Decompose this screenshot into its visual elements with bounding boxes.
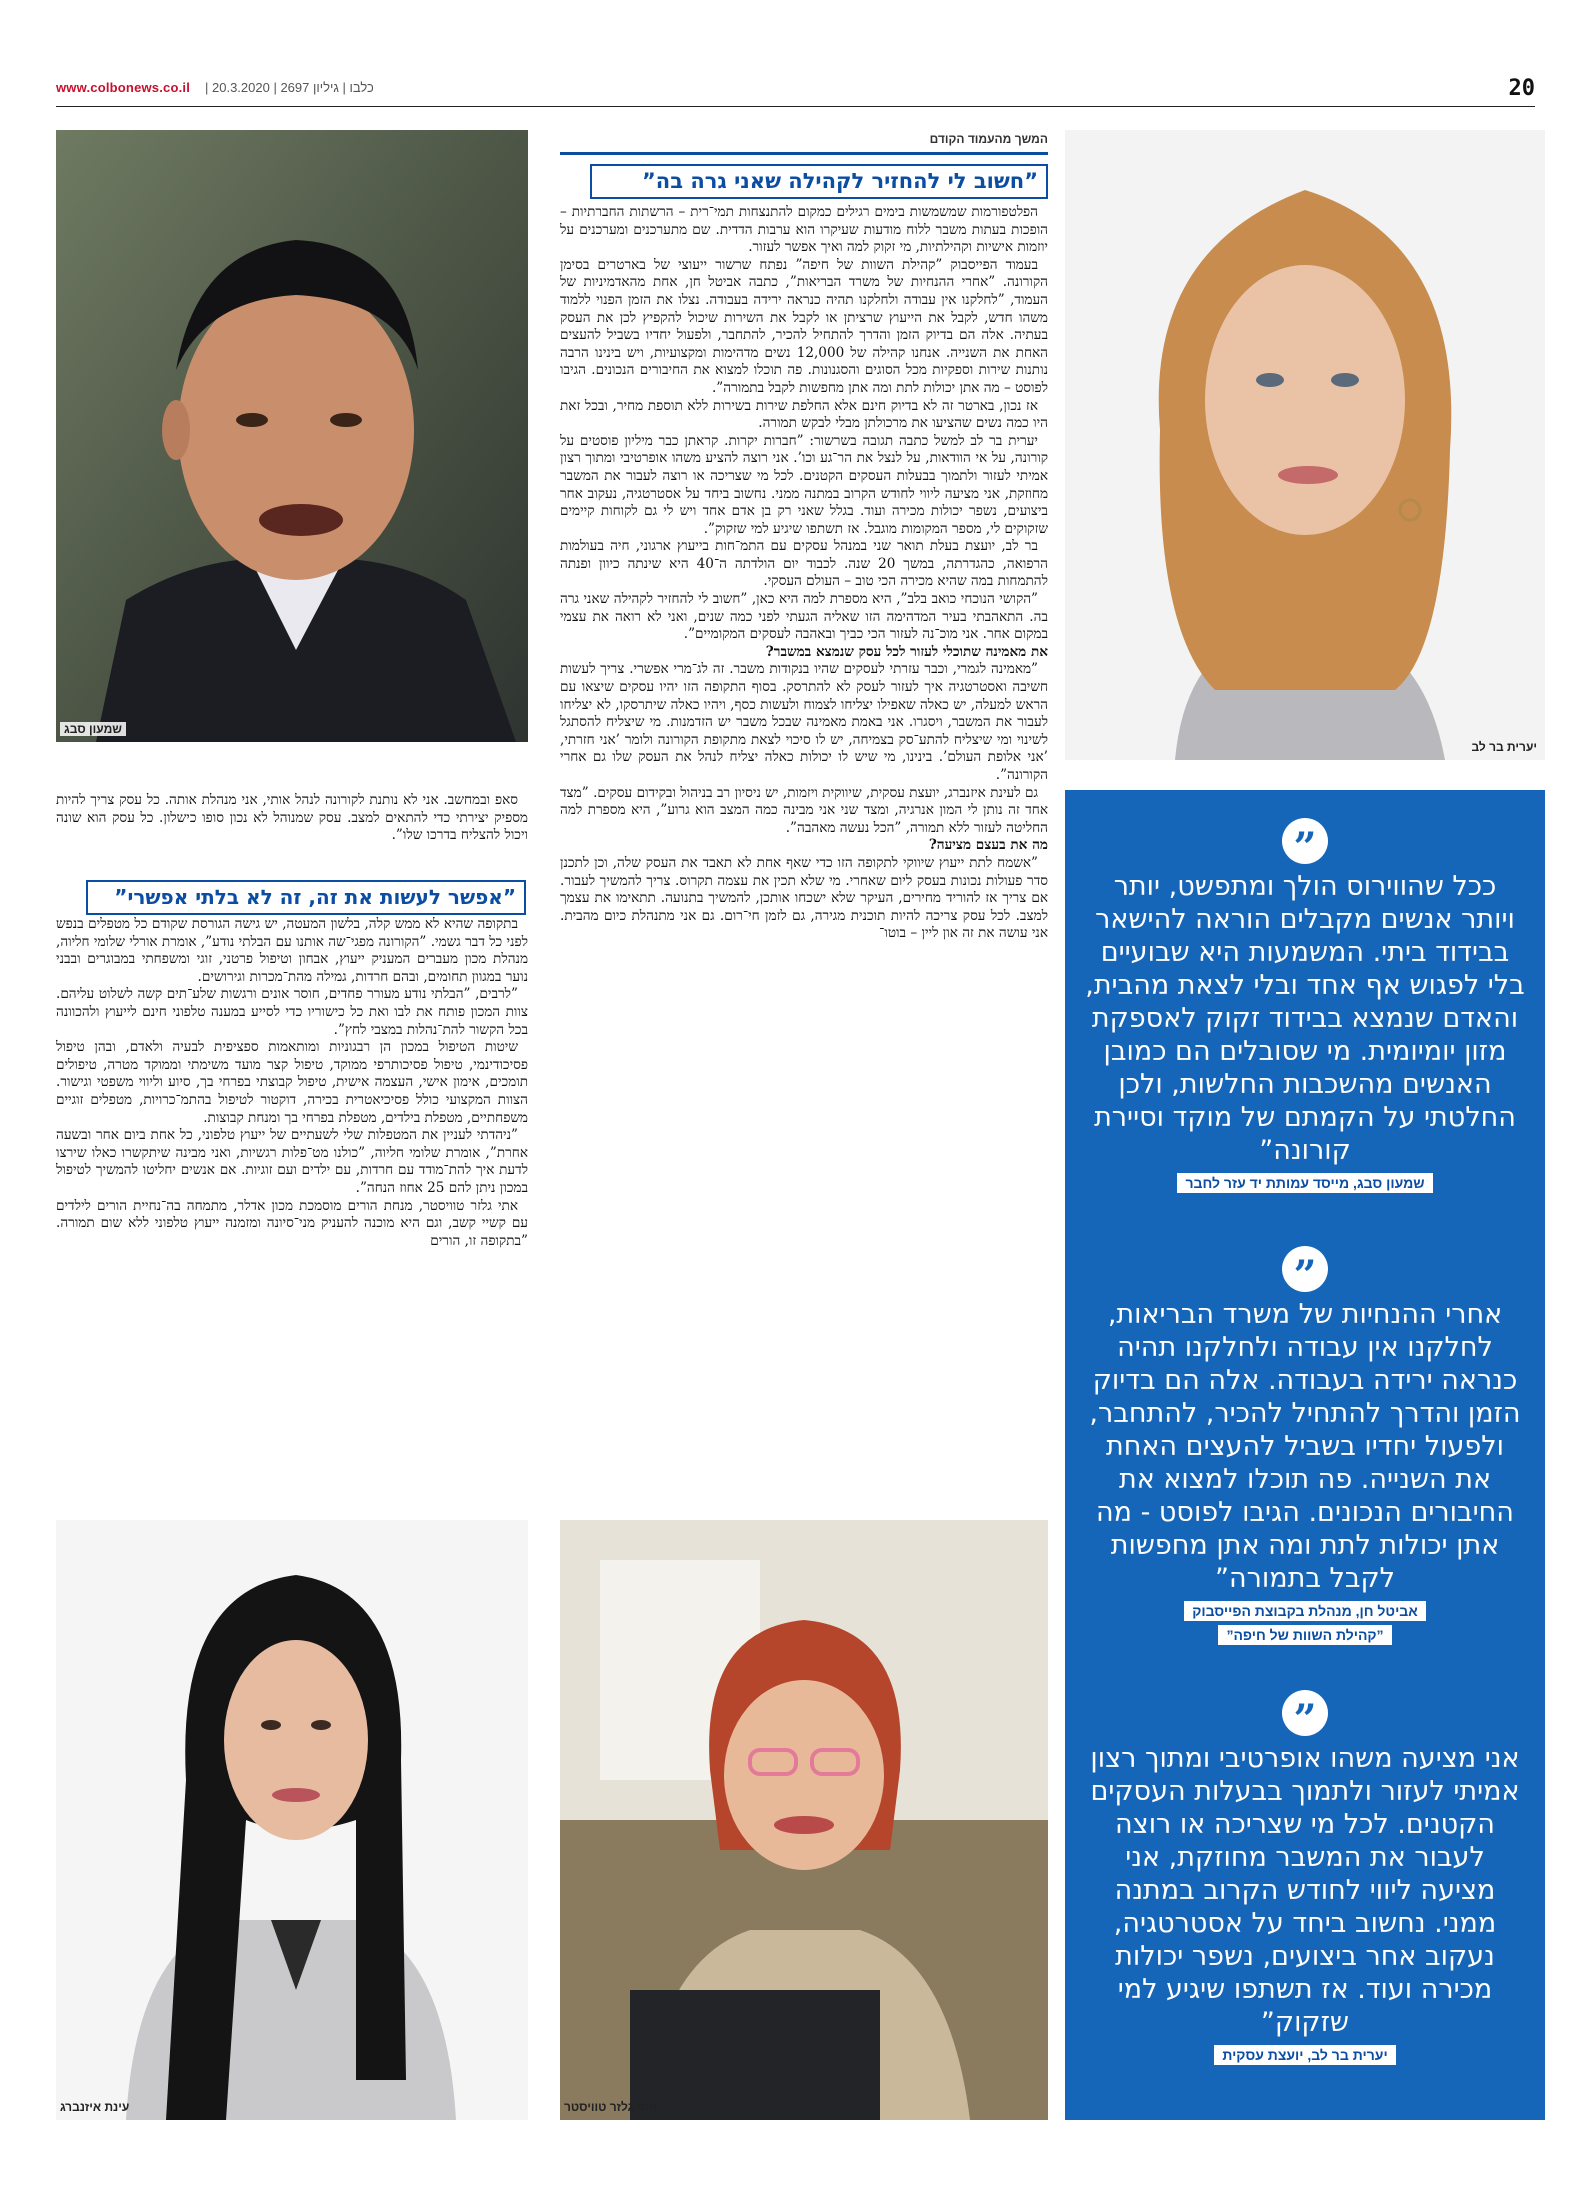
- paragraph: אתי גלזר טוויסטר, מנחת הורים מוסמכת מכון אדלר, מתמחה בה־נחיית הורים לילדים עם קשיי קשב, וגם היא מוכנה להעניק מני־סיונה ומזמנה ייעוץ טלפוני ללא שום תמורה. ”בתקופה זו, הורים: [56, 1197, 528, 1249]
- page-number: 20: [1508, 76, 1535, 101]
- paragraph: סאפ ובמחשב. אני לא נותנת לקורונה לנהל אותי, אני מנהלת אותה. כל עסק צריך להיות מספיק יצירתי כדי להתאים למצב. עסק שמנוהל לא נכון סופו כישלון. כל עסק הוא שונה ויכול להצליח בדרכו שלו”.: [56, 792, 528, 844]
- article-column-left: [56, 792, 528, 848]
- headline-rule: [560, 152, 1048, 155]
- pull-quote: [1085, 1246, 1525, 1645]
- photo-eti-glazer-twister: [560, 1520, 1048, 2120]
- quote-source: אביטל חן, מנהלת בקבוצת הפייסבוק: [1184, 1601, 1426, 1621]
- interview-question: מה את בעצם מציעה?: [928, 837, 1048, 854]
- headline-1: ”חשוב לי להחזיר לקהילה שאני גרה בה”: [590, 164, 1048, 199]
- quote-mark-icon: ”: [1282, 1246, 1328, 1292]
- interview-question: את מאמינה שתוכלי לעזור לכל עסק שנמצא במשבר?: [765, 643, 1048, 660]
- photo-inat-eisenberg: [56, 1520, 528, 2120]
- pull-quotes-panel: [1065, 790, 1545, 2120]
- paragraph: בעמוד הפייסבוק ”קהילת השוות של חיפה” נפתח שרשור ייעוצי של בארטרים בסימן הקורונה. ”אחרי ההנחיות של משרד הבריאות”, כתבה אביטל חן, אחת מהאדמיניות של העמוד, ”לחלקנו אין עבודה ולחלקנו תהיה כנראה ירידה בעבודה. נצלו את הזמן הפנוי ללמוד משהו חדש, לקבל את הייעוץ שרציתן או לקבל את השירות שיכול להקפיץ לכן את העסק בעתיה. אלה הם בדיוק הזמן והדרך להתחיל להכיר, להתחבר, ולפעול יחדיו בשביל להעצים האחת את השנייה. אנחנו קהילה של 12,000 נשים מדהימות ומקצועיות, ויש בינינו הרבה נותנות שירות וספקיות מכל הסוגים והסגנונות. פה תוכלו למצוא את החיבורים הנכונים. הגיבו לפוסט – מה אתן יכולות לתת ומה אתן מחפשות לקבל בתמורה”.: [560, 256, 1048, 396]
- header-rule: [56, 106, 1535, 107]
- paragraph: ”אשמח לתת ייעוץ שיווקי לתקופה הזו כדי שאף אחת לא תאבד את העסק שלה, וכן לתכנן סדר פעולות נכונות בעסק ליום שאחרי. מי שלא תכין את עצמה תקרוס. צריך להמשיך לעבור. אם צריך אז להוריד מחירים, העיקר שלא ישכחו אותכן, להמשיך בתנועה. תתאימו את עצמך למצב. לכל עסק צריכה להיות תוכנית מגירה, גם לזמן חי־רום. גם אני מתנהלת כיום מהבית. אני עושה את זה און ליין – בוטו־: [560, 854, 1048, 942]
- site-url[interactable]: www.colbonews.co.il: [56, 80, 191, 95]
- paragraph: בתקופה שהיא לא ממש קלה, בלשון המעטה, יש גישה הגורסת שקודם כל מטפלים בנפש לפני כל דבר גשמי. ”הקורונה מפגי־שה אותנו עם הבלתי נודע”, אומרת אורלי שלומי חליוה, מנהלת מכון מעברים המעניק ייעוץ, אבחון וטיפול פרטני, זוגי ומשפחתי במבוגרים ובבני נוער במגוון תחומים, ובהם חרדות, גמילה מהת־מכרות וגירושים.: [56, 916, 528, 985]
- quote-source: שמעון סבג, מייסד עמותת יד עזר לחבר: [1177, 1173, 1432, 1193]
- article-column-left-lower: [56, 916, 528, 1498]
- photo-shimon-sabag: [56, 130, 528, 742]
- paragraph: ”ניהדתי לעניין את המטפלות שלי לשעתיים של ייעוץ טלפוני, כל אחת ביום אחר ובשעה אחרת”, אומרת שלומי חליוה, ”כולנו מט־פלות רגשיות, ואני מבינה שיתקשרו כאלו שירצו לדעת איך להת־מודד עם חרדות, עם ילדים ועם זוגיות. אם אנשים יחליטו להמשיך לטיפול במכון ניתן להם 25 אחוז הנחה”.: [56, 1127, 528, 1196]
- paragraph: שיטות הטיפול במכון הן רבגוניות ומותאמות ספציפית לבעיה ולאדם, ובהן טיפול פסיכודינמי, טיפול פסיכותרפי ממוקד, טיפול קצר מועד משימתי וממוקד מטרה, טיפולים תומכים, אימון אישי, העצמה אישית, טיפול קבוצתי בפרחי בך, סיוע וליווי משפטי וגישור. הצוות המקצועי כולל פסיכיאטרית בכירה, דוקטור לטיפול בהתמ־כרויות, מטפלים זוגיים משפחתיים, מטפלת בילדים, מטפלת בפרחי בך ומנחת קבוצות.: [56, 1039, 528, 1126]
- headline-2: ”אפשר לעשות את זה, זה לא בלתי אפשרי”: [86, 880, 526, 915]
- quote-text: ככל שהווירוס הולך ומתפשט, יותר ויותר אנשים מקבלים הוראה להישאר בבידוד ביתי. המשמעות היא שבועיים בלי לפגוש אף אחד ובלי לצאת מהבית, והאדם שנמצא בבידוד זקוק לאספקת מזון יומיומית. מי שסובלים הם כמובן האנשים מהשכבות החלשות, ולכן החלטתי על הקמתם של מוקד וסיירת קורונה”: [1085, 871, 1525, 1166]
- pull-quote: [1085, 1690, 1525, 2065]
- paragraph: הפלטפורמות שמשמשות בימים רגילים כמקום להתנצחות תמי־רית – הרשתות החברתיות – הופכות בעתות משבר ללוח מודעות שעיקרו הוא ערבות הדדית. שם מתערכנים ומערכנים על יוזמות אישיות וקהילתיות, מי זקוק למה ואיך אפשר לעזור.: [560, 204, 1048, 256]
- paragraph: ”לרבים, ”הבלתי נודע מעורר פחדים, חוסר אונים ורגשות שלע־תים קשה לשלוט עליהם. צוות המכון פותח את לבו ואת כל כישוריו כדי לסייע במענה טלפוני חינם לייעוץ ולהכוונה בכל הקשור להת־נהלות במצבי לחץ”.: [56, 986, 528, 1038]
- continued-label: המשך מהעמוד הקודם: [929, 132, 1048, 146]
- paragraph: ”מאמינה לגמרי, וכבר עזרתי לעסקים שהיו בנקודות משבר. זה לג־מרי אפשרי. צריך לעשות חשיבה ואסטרטגיה איך לעזור לעסק לא להתרסק. בסוף התקופה הזו יהיו עסקים שיצאו עם הראש למעלה, יש כאלה שאפילו יצליחו לצמוח ולעשות כסף, ויהיו כאלה שיתרסקו, לא יצליחו לעבור את המשבר, ויסגרו. אני באמת מאמינה שבכל משבר יש הזדמנות. מי שיצליח להסתגל לשינוי ומי שיצליח להתע־סק בצמיחה, יש לו סיכוי לצאת מתקופת הקורונה ולומר ’אני חזרתי, ’אני אלופת העולם’. בינינו, מי שיש לו יכולות כאלה יצליח לנהל את העסק שלו גם אחרי הקורונה”.: [560, 661, 1048, 783]
- portrait-image: [56, 1520, 528, 2120]
- portrait-image: [1065, 130, 1545, 760]
- portrait-image: [560, 1520, 1048, 2120]
- paragraph: גם לעינת איזנברג, יועצת עסקית, שיווקית ויזמות, יש ניסיון רב בניהול ובקידום עסקים. ”מצד אחד זה נותן לי המון אנרגיה, ומצד שני אני מבינה כמה המצב הוא גרוע”, היא מספרת למה החליטה לעזור ללא תמורה, ”הכל נעשה מאהבה”.: [560, 784, 1048, 836]
- quote-mark-icon: ”: [1282, 1690, 1328, 1736]
- paragraph: אז נכון, בארטר זה לא בדיוק חינם אלא החלפת שירות בשירות ללא תוספת מחיר, ובכל זאת היו כמה נשים שהציעו את מרכולתן מבלי לבקש תמורה.: [560, 397, 1048, 432]
- issue-meta: | כלבו | גיליון 2697 | 20.3.2020: [205, 80, 374, 95]
- quote-source: יערית בר לב, יועצת עסקית: [1214, 2045, 1395, 2065]
- quote-source-group: ”קהילת השוות של חיפה”: [1218, 1625, 1391, 1645]
- quote-text: אני מציעה משהו אופרטיבי ומתוך רצון אמיתי לעזור ולתמוך בבעלות העסקים הקטנים. לכל מי שצריכה או רוצה לעבור את המשבר מחוזקת, אני מציעה ליווי לחודש הקרוב במתנה ממני. נחשוב ביחד על אסטרטגיה, נעקוב אחר ביצועים, נשפר יכולות מכירה ועוד. אז תשתפו שיגיע למי שזקוק”: [1090, 1743, 1520, 2038]
- paragraph: ”הקושי הנוכחי כואב בלב”, היא מספרת למה היא כאן, ”חשוב לי להחזיר לקהילה שאני גרה בה. התאהבתי בעיר המדהימה הזו שאליה הגעתי לפני כמה שנים, ואני לא רואה את עצמי במקום אחר. אני מוכ־נה לעזור הכי כביך ובאהבה לעסקים המקומיים”.: [560, 591, 1048, 643]
- photo-caption: אתי גלזר טוויסטר: [564, 2100, 658, 2114]
- paragraph: יערית בר לב למשל כתבה תגובה בשרשור: ”חברות יקרות. קראתן כבר מיליון פוסטים על קורונה, על אי הוודאות, על לנצל את הר־גע וכו’. אני רוצה להציע משהו אופרטיבי ומתוך רצון אמיתי לעזור ולתמוך בבעלות העסקים הקטנים. לכל מי שצריכה או רוצה לעבור את המשבר מחוזקת, אני מציעה ליווי לחודש הקרוב במתנה ממני. נחשוב ביחד על אסטרטגיה, נעקוב אחר ביצועים, נשפר יכולות מכירה ועוד. בגלל שאני רק בן אדם אחד ויש לי גם לקוחות קיימים שזקוקים לי, מספר המקומות מוגבל. אז תשתפו שיגיע למי שזקוק”.: [560, 432, 1048, 537]
- portrait-image: [56, 130, 528, 742]
- paragraph: בר לב, יועצת בעלת תואר שני במנהל עסקים עם התמ־חות בייעוץ ארגוני, חיה בעולמות הרפואה, כהגדרתה, במשך 20 שנה. לכבוד יום הולדתה ה־40 היא שינתה כיוון ופנתה להתמחות במה שהיא מכירה הכי טוב – העולם העסקי.: [560, 538, 1048, 590]
- quote-text: אחרי ההנחיות של משרד הבריאות, לחלקנו אין עבודה ולחלקנו תהיה כנראה ירידה בעבודה. אלה הם בדיוק הזמן והדרך להתחיל להכיר, להתחבר, ולפעול יחדיו בשביל להעצים האחת את השנייה. פה תוכלו למצוא את החיבורים הנכונים. הגיבו לפוסט - מה אתן יכולות לתת ומה אתן מחפשות לקבל בתמורה”: [1089, 1299, 1521, 1594]
- article-column-center: [560, 204, 1048, 1494]
- photo-caption: שמעון סבג: [60, 722, 126, 736]
- photo-caption: עינת איזנברג: [60, 2100, 130, 2114]
- quote-mark-icon: ”: [1282, 818, 1328, 864]
- photo-caption: יערית בר לב: [1471, 740, 1537, 754]
- pull-quote: [1085, 818, 1525, 1193]
- photo-yarit-bar-lev: [1065, 130, 1545, 760]
